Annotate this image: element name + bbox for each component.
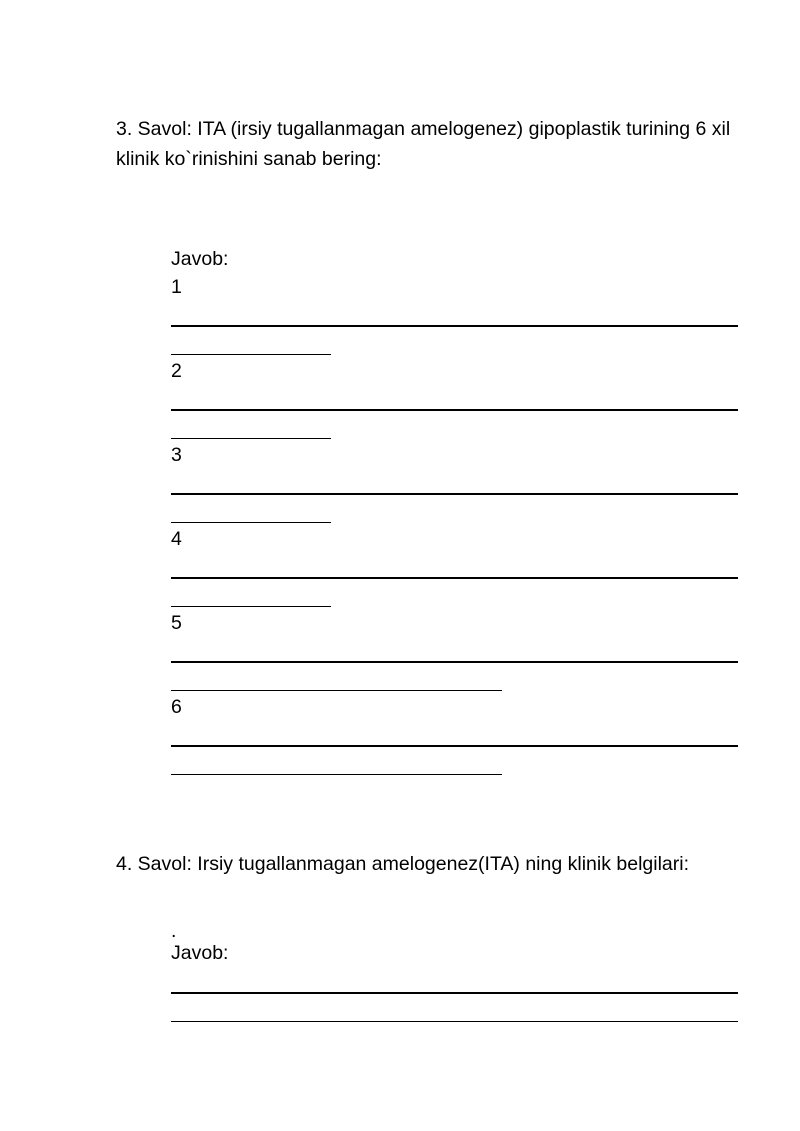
answer-blank-line[interactable]	[171, 414, 739, 443]
answer-blank-line[interactable]	[171, 385, 739, 414]
answer-blank-line[interactable]	[171, 498, 739, 527]
question-3-answer-block	[171, 244, 739, 778]
answer-label: Javob:	[171, 248, 229, 270]
question-4-text: 4. Savol: Irsiy tugallanmagan amelogenez(ITA) ning klinik belgilari:	[116, 853, 690, 875]
answer-blank-line[interactable]	[171, 637, 739, 666]
answer-blank-line[interactable]	[171, 666, 739, 695]
question-4-answer-block	[171, 920, 739, 1025]
question-3-text: 3. Savol: ITA (irsiy tugallanmagan amelogenez) gipoplastik turining 6 xil klinik ko`rinishini sanab bering:	[116, 118, 731, 170]
answer-blank-line[interactable]	[171, 553, 739, 582]
answer-item-number: 6	[171, 696, 182, 718]
answer-blank-line[interactable]	[171, 301, 739, 330]
answer-label: Javob:	[171, 942, 229, 964]
answer-blank-line[interactable]	[171, 330, 739, 359]
answer-item-number: 3	[171, 444, 182, 466]
answer-blank-line[interactable]	[171, 997, 739, 1026]
stray-dot: .	[171, 920, 177, 942]
answer-blank-line[interactable]	[171, 469, 739, 498]
answer-item-number: 4	[171, 528, 182, 550]
answer-blank-line[interactable]	[171, 750, 739, 779]
answer-blank-line[interactable]	[171, 582, 739, 611]
answer-item-number: 2	[171, 360, 182, 382]
answer-blank-line[interactable]	[171, 721, 739, 750]
answer-item-number: 1	[171, 276, 182, 298]
answer-item-number: 5	[171, 612, 182, 634]
answer-blank-line[interactable]	[171, 968, 739, 997]
